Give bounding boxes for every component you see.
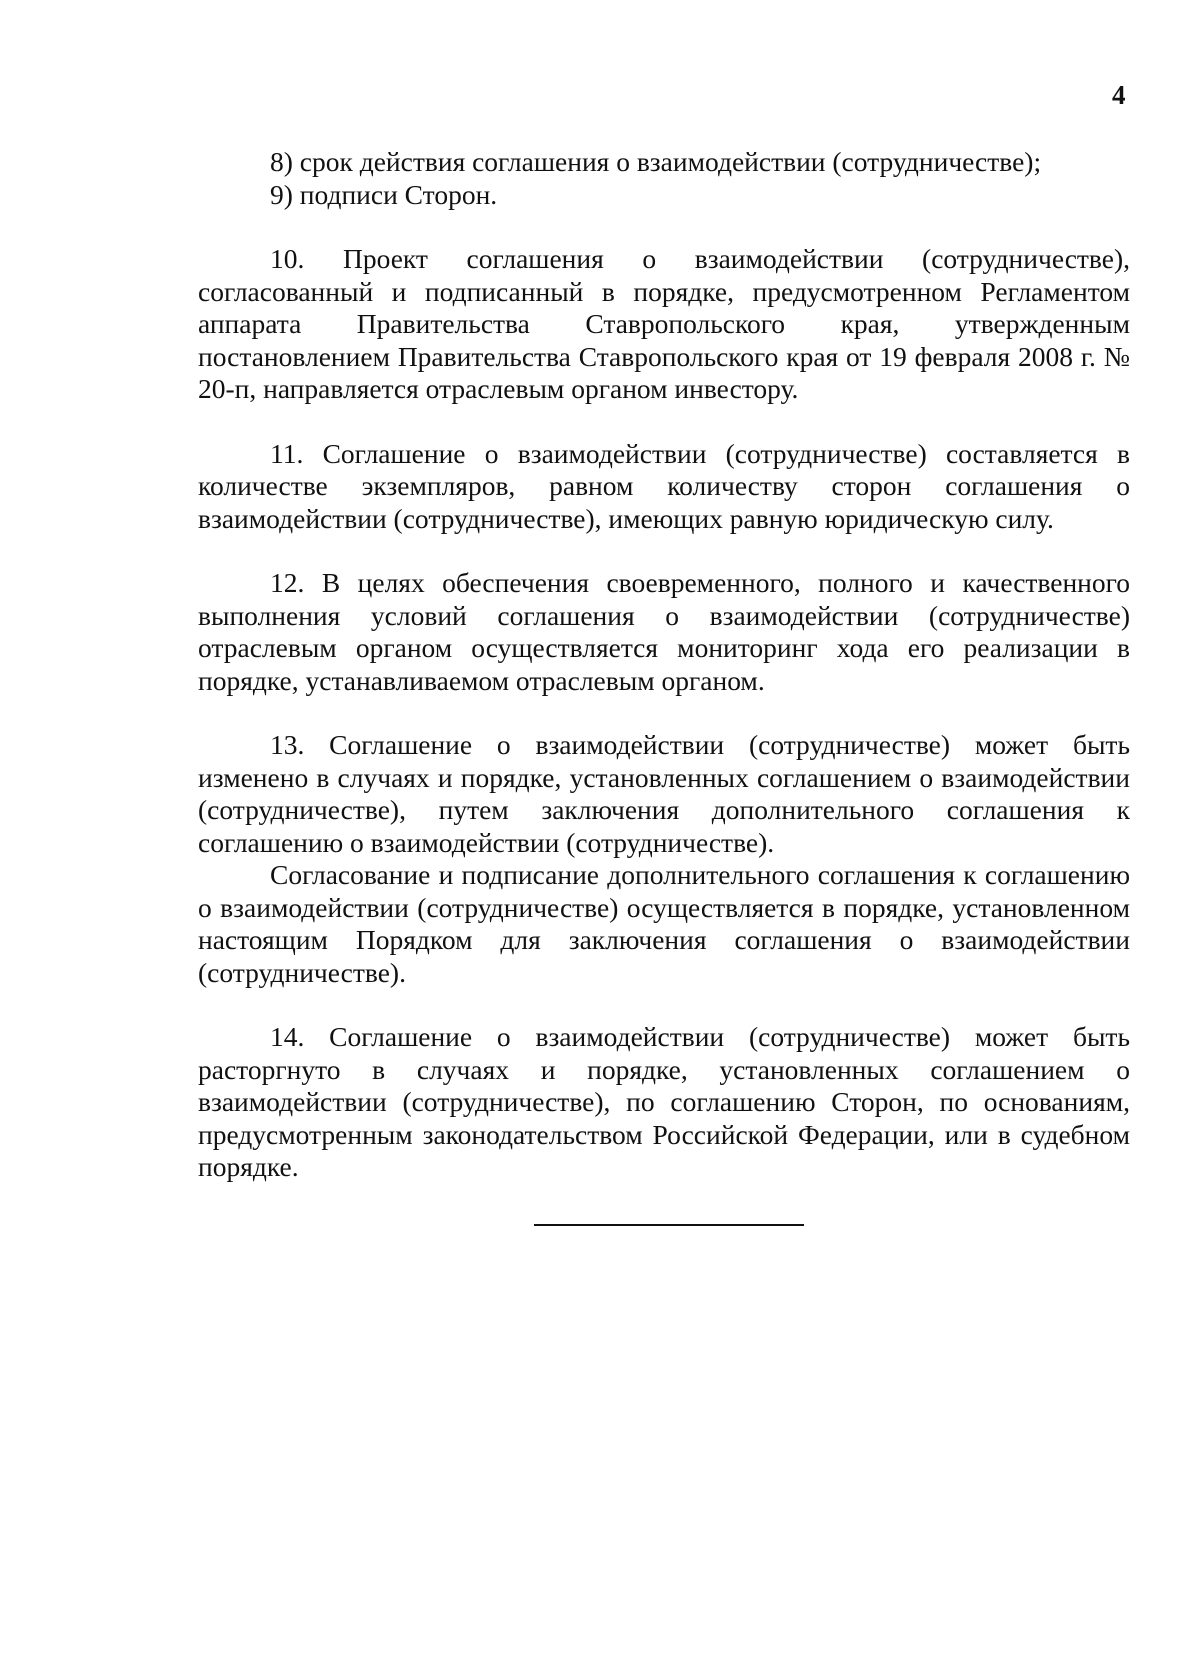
paragraph-gap (198, 697, 1130, 729)
paragraph-11: 11. Соглашение о взаимодействии (сотрудничестве) составляется в количестве экземпляров, равном количеству сторон соглашения о взаимодействии (сотрудничестве), имеющих равную юридическую силу. (198, 437, 1130, 534)
end-of-document-rule (534, 1224, 804, 1226)
paragraph-14: 14. Соглашение о взаимодействии (сотрудничестве) может быть расторгнуто в случаях и порядке, установленных соглашением о взаимодействии (сотрудничестве), по соглашению Сторон, по основаниям, предусмотренным законодательством Российской Федерации, или в судебном порядке. (198, 1021, 1130, 1182)
page-number: 4 (1112, 80, 1126, 110)
document-body (198, 146, 1130, 1184)
paragraph-12: 12. В целях обеспечения своевременного, полного и качественного выполнения условий соглашения о взаимодействии (сотрудничестве) отраслевым органом осуществляется мониторинг хода его реализации в порядке, устанавливаемом отраслевым органом. (198, 567, 1130, 696)
list-item-9: 9) подписи Сторон. (270, 178, 498, 210)
paragraph-gap (198, 211, 1130, 243)
list-item-8: 8) срок действия соглашения о взаимодействии (сотрудничестве); (270, 146, 1042, 177)
paragraph-10: 10. Проект соглашения о взаимодействии (сотрудничестве), согласованный и подписанный в порядке, предусмотренном Регламентом аппарата Правительства Ставропольского края, утвержденным постановлением Правительства Ставропольского края от 19 февраля 2008 г. № 20-п, направляется отраслевым органом инвестору. (198, 243, 1130, 404)
paragraph-gap (198, 989, 1130, 1021)
paragraph-gap (198, 406, 1130, 438)
paragraph-13: 13. Соглашение о взаимодействии (сотрудничестве) может быть изменено в случаях и порядке, установленных соглашением о взаимодействии (сотрудничестве), путем заключения дополнительного соглашения к соглашению о взаимодействии (сотрудничестве). (198, 729, 1130, 858)
paragraph-13-continued: Согласование и подписание дополнительного соглашения к соглашению о взаимодействии (сотрудничестве) осуществляется в порядке, установленном настоящим Порядком для заключения соглашения о взаимодействии (сотрудничестве). (198, 859, 1130, 988)
paragraph-gap (198, 535, 1130, 567)
